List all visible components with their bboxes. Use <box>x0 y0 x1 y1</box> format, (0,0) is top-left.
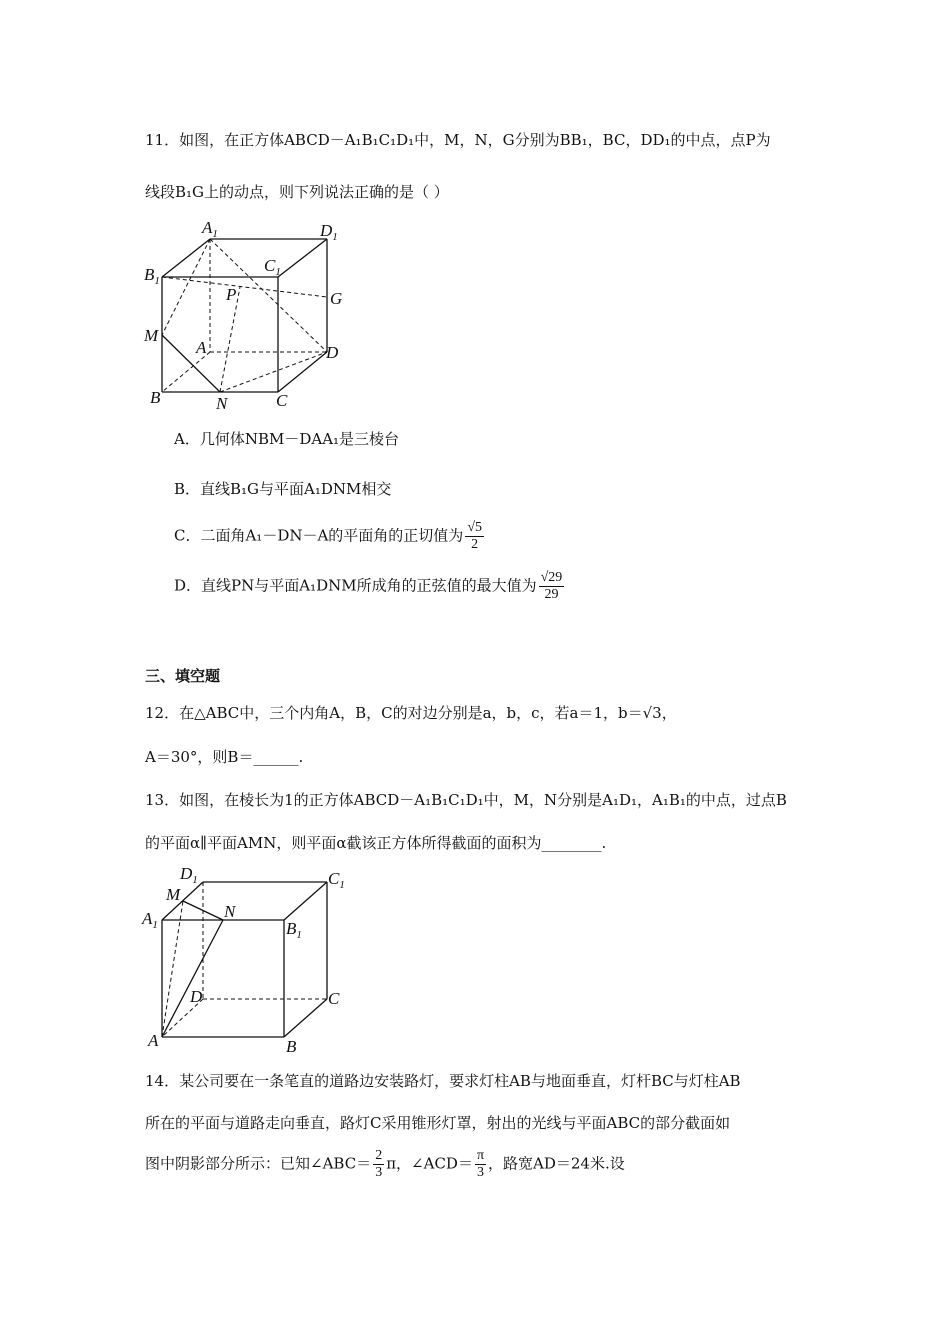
q12-line1: 12．在△ABC中，三个内角A，B，C的对边分别是a，b，c，若a＝1，b＝√3， <box>145 704 677 722</box>
q12-line2: A＝30°，则B＝______. <box>145 748 304 766</box>
q11-line2: 线段B₁G上的动点，则下列说法正确的是（ ） <box>145 183 449 201</box>
label-D: D <box>326 343 339 362</box>
q11-option-c: C．二面角A₁－DN－A的平面角的正切值为 $\frac{√5}{2}$ <box>174 520 482 552</box>
label-A1: $A_1$ <box>142 909 158 931</box>
q13-line1: 13．如图，在棱长为1的正方体ABCD－A₁B₁C₁D₁中，M，N分别是A₁D₁，A₁B₁的中点，过点B <box>145 791 787 809</box>
section-heading: 三、填空题 <box>145 667 221 685</box>
label-D1: $D_1$ <box>320 221 338 243</box>
label-M: M <box>144 326 159 345</box>
q14-line1: 14．某公司要在一条笔直的道路边安装路灯，要求灯柱AB与地面垂直，灯杆BC与灯柱AB <box>145 1072 741 1090</box>
label-B: B <box>150 388 161 407</box>
q14-line2: 所在的平面与道路走向垂直，路灯C采用锥形灯罩，射出的光线与平面ABC的部分截面如 <box>145 1114 731 1132</box>
q13-line2: 的平面α∥平面AMN，则平面α截该正方体所得截面的面积为________. <box>145 834 607 852</box>
label-N: N <box>216 394 228 413</box>
label-G: G <box>330 289 343 308</box>
label-C1: $C_1$ <box>328 869 345 891</box>
label-C: C <box>328 989 340 1008</box>
label-A: A <box>196 338 207 357</box>
label-B: B <box>286 1037 297 1056</box>
label-D1: $D_1$ <box>180 864 198 886</box>
label-C: C <box>276 391 288 410</box>
q11-option-a: A．几何体NBM－DAA₁是三棱台 <box>174 430 400 448</box>
q11-line1: 11．如图，在正方体ABCD－A₁B₁C₁D₁中，M，N，G分别为BB₁，BC，DD₁的中点，点P为 <box>145 131 771 149</box>
label-B1: $B_1$ <box>286 919 302 941</box>
q13-cube-figure <box>140 862 360 1060</box>
label-N: N <box>224 902 236 921</box>
label-B1: $B_1$ <box>144 265 160 287</box>
q11-option-d: D．直线PN与平面A₁DNM所成角的正弦值的最大值为 $\frac{√29}{29}$ <box>174 570 563 602</box>
q11-cube-figure <box>140 215 360 415</box>
label-D: D <box>190 987 203 1006</box>
label-C1: $C_1$ <box>264 256 281 278</box>
q11-option-b: B．直线B₁G与平面A₁DNM相交 <box>174 480 392 498</box>
q14-line3: 图中阴影部分所示：已知∠ABC＝ $\frac{2}{3}$ π，∠ACD＝ $\frac{\pi}{3}$ ，路宽AD＝24米.设 <box>145 1148 625 1180</box>
label-M: M <box>166 885 181 904</box>
label-P: P <box>226 285 237 304</box>
label-A: A <box>148 1031 159 1050</box>
label-A1: $A_1$ <box>202 218 218 240</box>
